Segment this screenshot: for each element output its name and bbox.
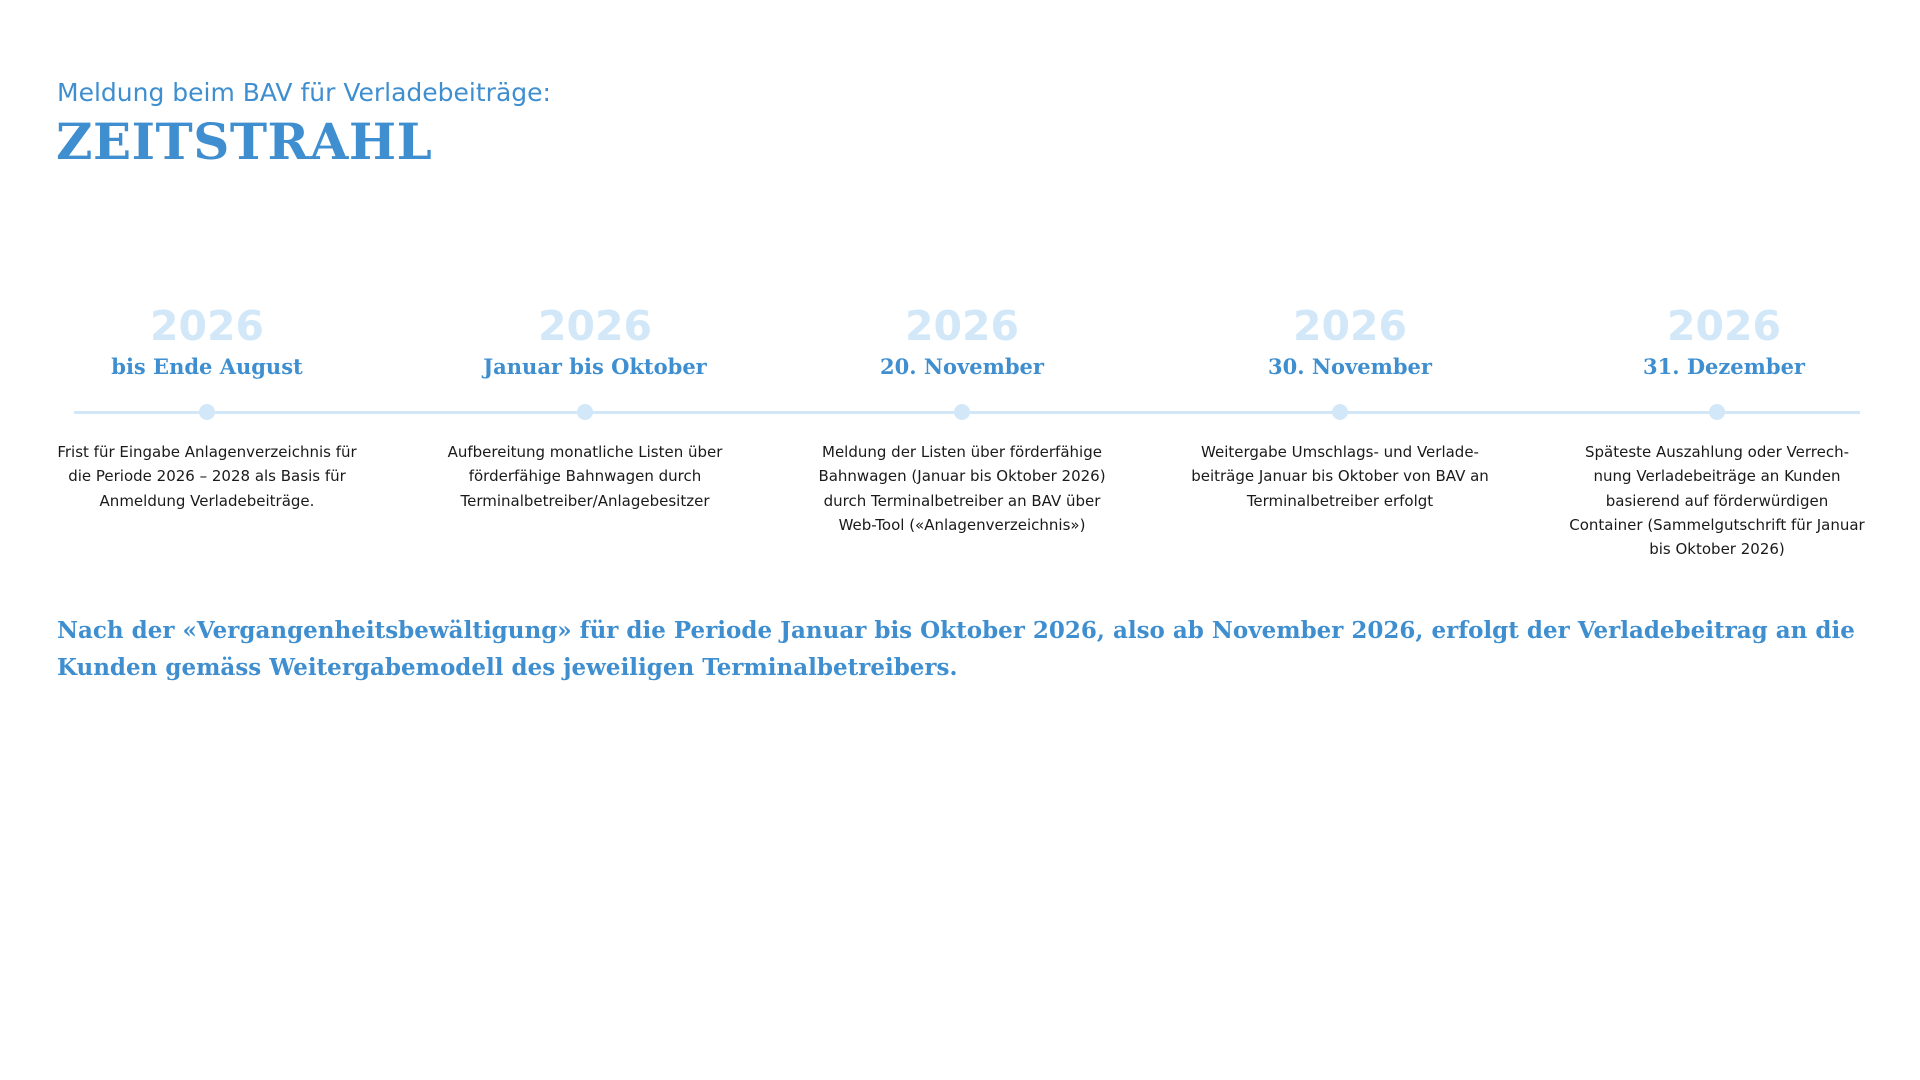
timeline-dot [954, 404, 970, 420]
footnote-text: Nach der «Vergangenheitsbewältigung» für die Periode Januar bis Oktober 2026, also ab November 2026, erfolgt der Verladebeitrag an die Kunden gemäss Weitergabemodell des jeweiligen Terminalbetreibers. [57, 617, 1855, 681]
timeline-event-2 [415, 0, 755, 1080]
event-date: 31. Dezember [1642, 354, 1806, 379]
timeline-dot [577, 404, 593, 420]
event-date: 30. November [1268, 354, 1432, 379]
event-date: Januar bis Oktober [483, 354, 707, 379]
event-year: 2026 [904, 302, 1020, 350]
page-subtitle: Meldung beim BAV für Verladebeiträge: [57, 78, 551, 107]
page-title: ZEITSTRAHL [56, 112, 433, 171]
event-description: Späteste Auszahlung oder Verrech-nung Verladebeiträge an Kunden basierend auf förderwürdigen Container (Sammelgutschrift für Januar bis Oktober 2026) [1569, 443, 1865, 559]
timeline-event-4 [1170, 0, 1510, 1080]
event-description: Meldung der Listen über förderfähige Bahnwagen (Januar bis Oktober 2026) durch Terminalbetreiber an BAV über Web-Tool («Anlagenverzeichnis») [818, 443, 1106, 534]
timeline-event-1 [37, 0, 377, 1080]
timeline-dot [1332, 404, 1348, 420]
event-year: 2026 [1292, 302, 1408, 350]
timeline-event-5 [1547, 0, 1887, 1080]
event-year: 2026 [537, 302, 653, 350]
event-description: Weitergabe Umschlags- und Verlade-beiträge Januar bis Oktober von BAV an Terminalbetreiber erfolgt [1191, 443, 1489, 510]
timeline-dot [1709, 404, 1725, 420]
event-description: Aufbereitung monatliche Listen über förderfähige Bahnwagen durch Terminalbetreiber/Anlagebesitzer [447, 443, 723, 510]
event-date: 20. November [880, 354, 1044, 379]
event-description: Frist für Eingabe Anlagenverzeichnis für die Periode 2026 – 2028 als Basis für Anmeldung Verladebeiträge. [57, 443, 357, 510]
timeline-dot [199, 404, 215, 420]
event-year: 2026 [149, 302, 265, 350]
timeline-event-3 [792, 0, 1132, 1080]
event-year: 2026 [1666, 302, 1782, 350]
event-date: bis Ende August [111, 354, 303, 379]
